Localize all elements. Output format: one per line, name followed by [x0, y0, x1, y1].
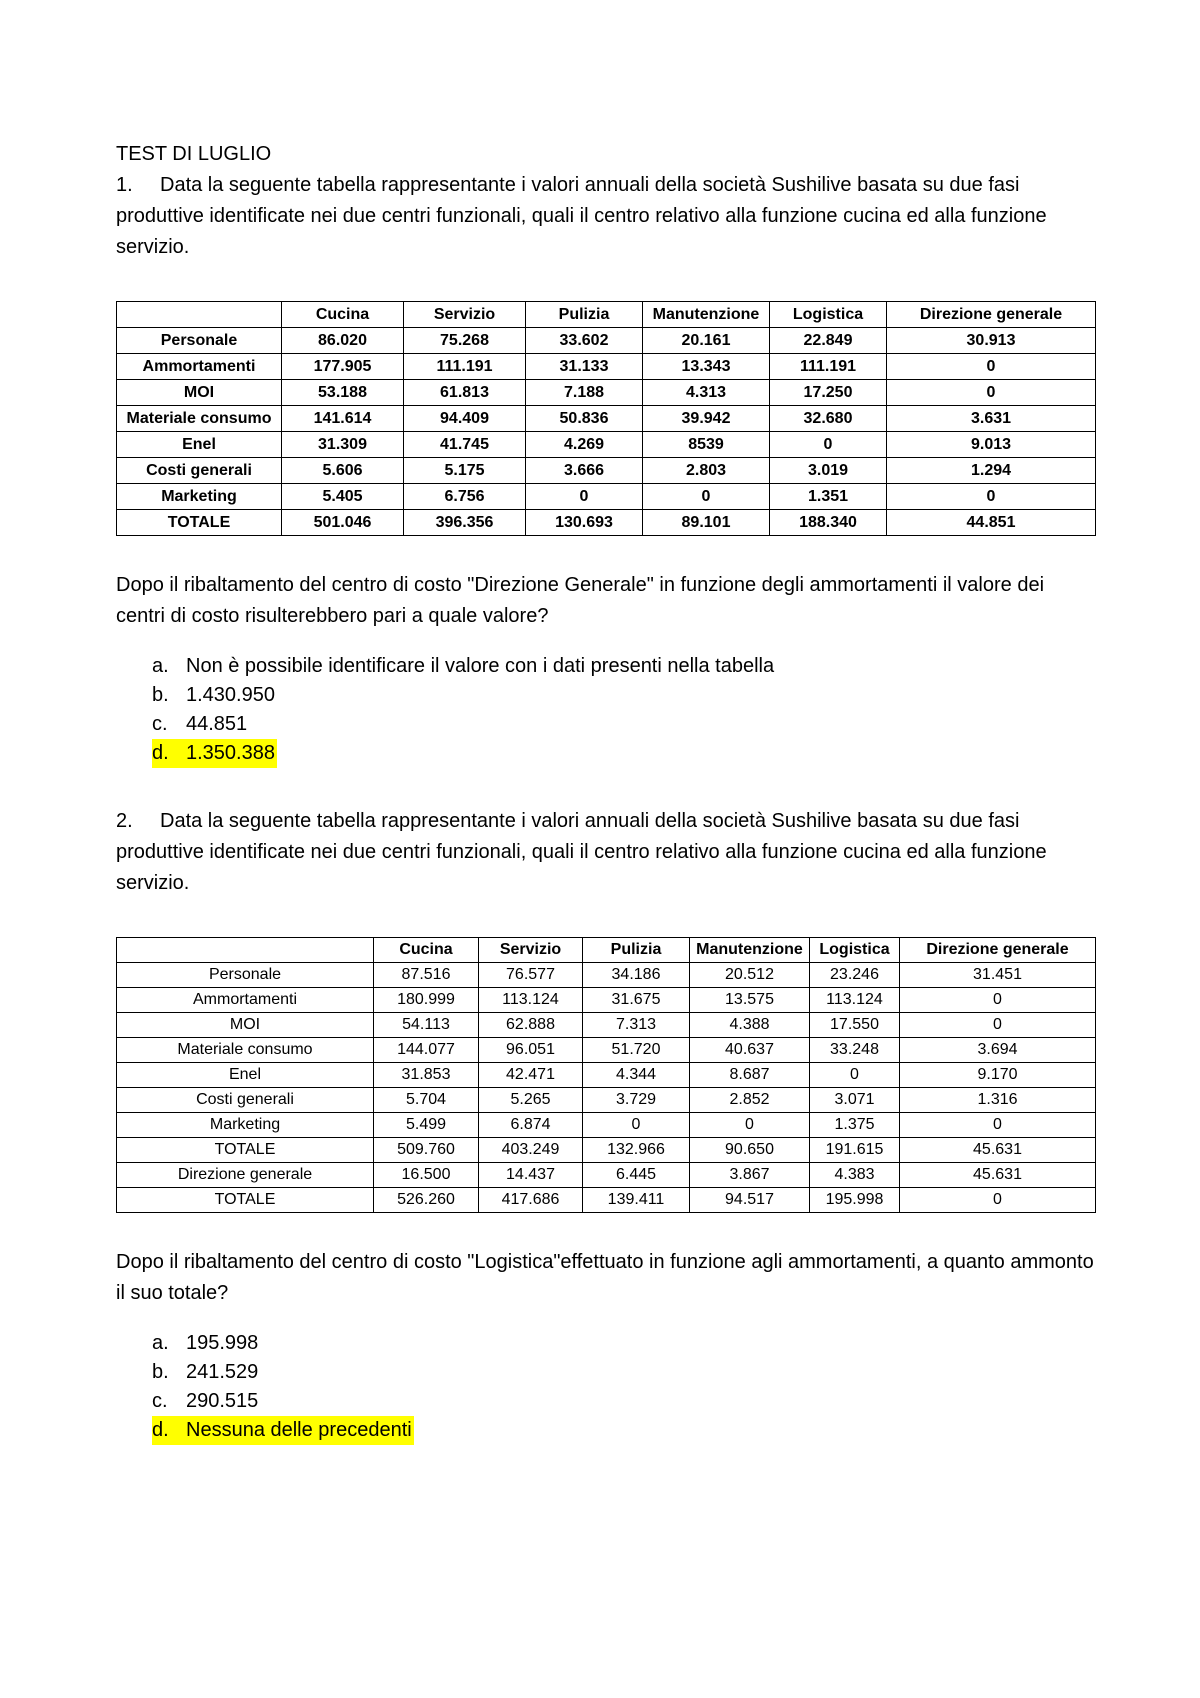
answer-option — [152, 739, 1096, 768]
table-cell: 9.013 — [887, 432, 1096, 458]
table-row — [117, 1113, 1096, 1138]
question-1-number: 1. — [116, 174, 133, 196]
table-row — [117, 354, 1096, 380]
table-cell: 526.260 — [374, 1188, 479, 1213]
table-cell: 22.849 — [770, 328, 887, 354]
row-label: TOTALE — [117, 1188, 374, 1213]
answer-letter: a. — [152, 1332, 169, 1354]
answer-text: 1.350.388 — [186, 742, 275, 764]
row-label: MOI — [117, 1013, 374, 1038]
table-cell: 4.388 — [690, 1013, 810, 1038]
cost-table-2 — [116, 937, 1096, 1213]
table-cell: 7.188 — [526, 380, 643, 406]
table-cell: 177.905 — [282, 354, 404, 380]
answer-text: 241.529 — [186, 1361, 259, 1383]
answer-letter: b. — [152, 684, 169, 706]
answer-letter: d. — [152, 1419, 169, 1441]
column-header: Pulizia — [583, 938, 690, 963]
table-cell: 13.343 — [643, 354, 770, 380]
table-cell: 0 — [887, 484, 1096, 510]
table-cell: 87.516 — [374, 963, 479, 988]
table-cell: 14.437 — [479, 1163, 583, 1188]
column-header: Logistica — [810, 938, 900, 963]
column-header: Direzione generale — [900, 938, 1096, 963]
answer-option — [152, 1416, 1096, 1445]
answer-text: 290.515 — [186, 1390, 259, 1412]
row-label: Materiale consumo — [117, 406, 282, 432]
document-title: TEST DI LUGLIO — [116, 143, 272, 165]
answer-letter: a. — [152, 655, 169, 677]
answer-text: 44.851 — [186, 713, 248, 735]
table-cell: 0 — [900, 988, 1096, 1013]
table-cell: 61.813 — [404, 380, 526, 406]
table-cell: 1.351 — [770, 484, 887, 510]
table-cell: 396.356 — [404, 510, 526, 536]
table-cell: 113.124 — [479, 988, 583, 1013]
table-cell: 13.575 — [690, 988, 810, 1013]
table-cell: 113.124 — [810, 988, 900, 1013]
column-header: Servizio — [404, 302, 526, 328]
table-cell: 30.913 — [887, 328, 1096, 354]
table-cell: 41.745 — [404, 432, 526, 458]
table-cell: 111.191 — [404, 354, 526, 380]
table-row — [117, 963, 1096, 988]
table-row — [117, 458, 1096, 484]
row-label: TOTALE — [117, 1138, 374, 1163]
answer-letter: c. — [152, 713, 168, 735]
row-label: Personale — [117, 963, 374, 988]
column-header: Manutenzione — [643, 302, 770, 328]
table-cell: 34.186 — [583, 963, 690, 988]
row-label: Materiale consumo — [117, 1038, 374, 1063]
table-cell: 0 — [770, 432, 887, 458]
table-cell: 89.101 — [643, 510, 770, 536]
table-row — [117, 484, 1096, 510]
answer-option — [152, 681, 1096, 710]
answer-option — [152, 1387, 1096, 1416]
question-2-text — [116, 806, 1096, 899]
table-cell: 32.680 — [770, 406, 887, 432]
answer-text: 1.430.950 — [186, 684, 275, 706]
table-cell: 403.249 — [479, 1138, 583, 1163]
table-cell: 40.637 — [690, 1038, 810, 1063]
table-row — [117, 510, 1096, 536]
table-cell: 31.675 — [583, 988, 690, 1013]
column-header: Direzione generale — [887, 302, 1096, 328]
answer-text: Non è possibile identificare il valore con i dati presenti nella tabella — [186, 655, 775, 677]
answer-letter: c. — [152, 1390, 168, 1412]
table-cell: 33.248 — [810, 1038, 900, 1063]
row-label: Costi generali — [117, 1088, 374, 1113]
row-label: Enel — [117, 432, 282, 458]
table-cell: 6.756 — [404, 484, 526, 510]
table-cell: 45.631 — [900, 1163, 1096, 1188]
row-label: Ammortamenti — [117, 354, 282, 380]
table-cell: 5.405 — [282, 484, 404, 510]
table-cell: 3.631 — [887, 406, 1096, 432]
question-1-body: Data la seguente tabella rappresentante i valori annuali della società Sushilive basata su due fasi produttive identificate nei due centri funzionali, quali il centro relativo alla funzione cucina ed alla funzione servizio. — [116, 174, 1047, 258]
table-cell: 111.191 — [770, 354, 887, 380]
answer-text: Nessuna delle precedenti — [186, 1419, 412, 1441]
table-row — [117, 1063, 1096, 1088]
table-cell: 180.999 — [374, 988, 479, 1013]
table-row — [117, 988, 1096, 1013]
answer-content — [152, 713, 247, 735]
table-cell: 20.161 — [643, 328, 770, 354]
table-row — [117, 1088, 1096, 1113]
answer-letter: d. — [152, 742, 169, 764]
table-corner-cell — [117, 938, 374, 963]
table-cell: 1.294 — [887, 458, 1096, 484]
table-cell: 31.133 — [526, 354, 643, 380]
table-cell: 20.512 — [690, 963, 810, 988]
table-cell: 62.888 — [479, 1013, 583, 1038]
answer-content — [152, 655, 774, 677]
column-header: Servizio — [479, 938, 583, 963]
answer-letter: b. — [152, 1361, 169, 1383]
table-cell: 90.650 — [690, 1138, 810, 1163]
question-1-answers — [116, 652, 1096, 768]
table-cell: 94.517 — [690, 1188, 810, 1213]
table-cell: 0 — [900, 1013, 1096, 1038]
column-header: Logistica — [770, 302, 887, 328]
row-label: TOTALE — [117, 510, 282, 536]
answer-content — [152, 684, 275, 706]
table-cell: 5.704 — [374, 1088, 479, 1113]
highlighted-answer — [152, 1416, 414, 1445]
table-cell: 4.269 — [526, 432, 643, 458]
table-cell: 0 — [690, 1113, 810, 1138]
table-cell: 417.686 — [479, 1188, 583, 1213]
highlighted-answer — [152, 739, 277, 768]
answer-option — [152, 710, 1096, 739]
table-cell: 17.550 — [810, 1013, 900, 1038]
row-label: Marketing — [117, 1113, 374, 1138]
table-cell: 7.313 — [583, 1013, 690, 1038]
table-row — [117, 1188, 1096, 1213]
table-cell: 195.998 — [810, 1188, 900, 1213]
table-cell: 0 — [900, 1113, 1096, 1138]
table-cell: 132.966 — [583, 1138, 690, 1163]
table-cell: 5.606 — [282, 458, 404, 484]
table-cell: 0 — [810, 1063, 900, 1088]
table-cell: 501.046 — [282, 510, 404, 536]
question-1-text — [116, 170, 1096, 263]
table-cell: 4.383 — [810, 1163, 900, 1188]
table-cell: 8539 — [643, 432, 770, 458]
table-cell: 1.316 — [900, 1088, 1096, 1113]
answer-content — [152, 1361, 258, 1383]
table-row — [117, 1163, 1096, 1188]
table-cell: 144.077 — [374, 1038, 479, 1063]
question-2 — [116, 806, 1096, 1445]
document-page — [116, 140, 1096, 1445]
table-cell: 31.853 — [374, 1063, 479, 1088]
table-cell: 86.020 — [282, 328, 404, 354]
table-cell: 75.268 — [404, 328, 526, 354]
table-cell: 50.836 — [526, 406, 643, 432]
table-cell: 31.451 — [900, 963, 1096, 988]
table-header-row — [117, 302, 1096, 328]
answer-content — [152, 1332, 258, 1354]
table-cell: 0 — [900, 1188, 1096, 1213]
column-header: Pulizia — [526, 302, 643, 328]
question-2-followup: Dopo il ribaltamento del centro di costo "Logistica"effettuato in funzione agli ammortamenti, a quanto ammonto il suo totale? — [116, 1251, 1094, 1304]
table-cell: 51.720 — [583, 1038, 690, 1063]
table-corner-cell — [117, 302, 282, 328]
question-1 — [116, 170, 1096, 768]
table-row — [117, 406, 1096, 432]
table-cell: 0 — [643, 484, 770, 510]
table-cell: 0 — [887, 354, 1096, 380]
table-cell: 5.499 — [374, 1113, 479, 1138]
table-cell: 4.313 — [643, 380, 770, 406]
table-cell: 94.409 — [404, 406, 526, 432]
cost-table-1 — [116, 301, 1096, 536]
table-cell: 0 — [887, 380, 1096, 406]
answer-text: 195.998 — [186, 1332, 259, 1354]
table-cell: 23.246 — [810, 963, 900, 988]
table-cell: 5.265 — [479, 1088, 583, 1113]
table-row — [117, 328, 1096, 354]
table-cell: 0 — [583, 1113, 690, 1138]
table-cell: 3.666 — [526, 458, 643, 484]
table-cell: 3.019 — [770, 458, 887, 484]
table-row — [117, 1138, 1096, 1163]
table-cell: 4.344 — [583, 1063, 690, 1088]
table-cell: 3.867 — [690, 1163, 810, 1188]
table-cell: 509.760 — [374, 1138, 479, 1163]
row-label: Marketing — [117, 484, 282, 510]
row-label: Enel — [117, 1063, 374, 1088]
question-1-followup: Dopo il ribaltamento del centro di costo "Direzione Generale" in funzione degli ammortamenti il valore dei centri di costo risulterebbero pari a quale valore? — [116, 574, 1045, 627]
table-cell: 3.071 — [810, 1088, 900, 1113]
question-2-body: Data la seguente tabella rappresentante i valori annuali della società Sushilive basata su due fasi produttive identificate nei due centri funzionali, quali il centro relativo alla funzione cucina ed alla funzione servizio. — [116, 810, 1047, 894]
table-cell: 191.615 — [810, 1138, 900, 1163]
row-label: MOI — [117, 380, 282, 406]
answer-option — [152, 652, 1096, 681]
table-cell: 3.729 — [583, 1088, 690, 1113]
table-cell: 17.250 — [770, 380, 887, 406]
table-cell: 8.687 — [690, 1063, 810, 1088]
table-row — [117, 1038, 1096, 1063]
table-cell: 139.411 — [583, 1188, 690, 1213]
table-header-row — [117, 938, 1096, 963]
row-label: Ammortamenti — [117, 988, 374, 1013]
table-cell: 54.113 — [374, 1013, 479, 1038]
row-label: Personale — [117, 328, 282, 354]
question-2-answers — [116, 1329, 1096, 1445]
row-label: Costi generali — [117, 458, 282, 484]
table-cell: 16.500 — [374, 1163, 479, 1188]
table-cell: 9.170 — [900, 1063, 1096, 1088]
table-cell: 96.051 — [479, 1038, 583, 1063]
table-cell: 6.445 — [583, 1163, 690, 1188]
row-label: Direzione generale — [117, 1163, 374, 1188]
table-cell: 3.694 — [900, 1038, 1096, 1063]
table-cell: 42.471 — [479, 1063, 583, 1088]
table-cell: 45.631 — [900, 1138, 1096, 1163]
table-cell: 141.614 — [282, 406, 404, 432]
table-cell: 1.375 — [810, 1113, 900, 1138]
table-cell: 188.340 — [770, 510, 887, 536]
table-cell: 33.602 — [526, 328, 643, 354]
table-row — [117, 432, 1096, 458]
table-cell: 31.309 — [282, 432, 404, 458]
table-cell: 2.803 — [643, 458, 770, 484]
answer-option — [152, 1329, 1096, 1358]
table-cell: 53.188 — [282, 380, 404, 406]
table-row — [117, 380, 1096, 406]
table-cell: 76.577 — [479, 963, 583, 988]
table-cell: 6.874 — [479, 1113, 583, 1138]
table-cell: 44.851 — [887, 510, 1096, 536]
column-header: Manutenzione — [690, 938, 810, 963]
question-2-number: 2. — [116, 810, 133, 832]
answer-content — [152, 1390, 258, 1412]
column-header: Cucina — [282, 302, 404, 328]
table-cell: 130.693 — [526, 510, 643, 536]
table-cell: 0 — [526, 484, 643, 510]
answer-option — [152, 1358, 1096, 1387]
table-row — [117, 1013, 1096, 1038]
table-cell: 5.175 — [404, 458, 526, 484]
table-cell: 39.942 — [643, 406, 770, 432]
table-cell: 2.852 — [690, 1088, 810, 1113]
column-header: Cucina — [374, 938, 479, 963]
